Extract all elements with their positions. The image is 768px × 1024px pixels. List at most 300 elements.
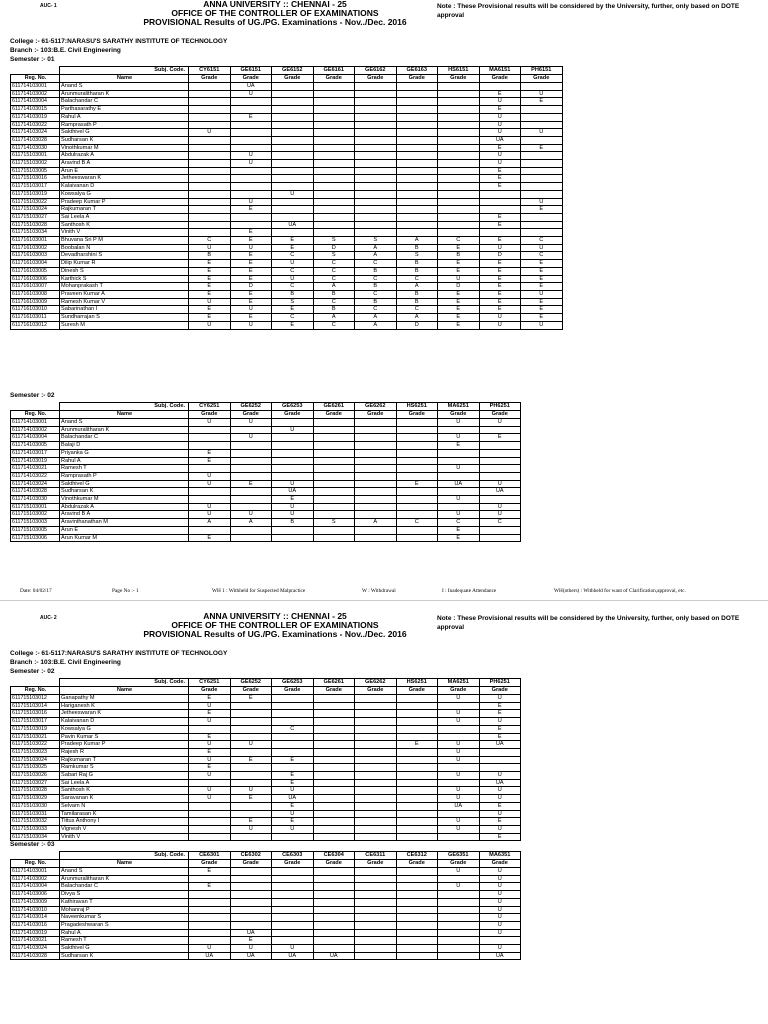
student-name-cell: Arun E <box>60 167 189 175</box>
college-line: College :- 61-5117:NARASU'S SARATHY INSTITUTE OF TECHNOLOGY <box>10 38 228 45</box>
student-name-cell: Pradeep Kumar P <box>60 741 189 749</box>
grade-cell <box>189 221 231 229</box>
grade-cell <box>396 802 438 810</box>
grade-cell <box>189 875 231 883</box>
grade-cell: U <box>438 695 480 703</box>
grade-cell <box>438 175 480 183</box>
grade-cell: UA <box>272 795 314 803</box>
student-name-cell: Kathiravan T <box>60 898 189 906</box>
grade-cell <box>479 496 521 504</box>
grade-cell: U <box>230 306 272 314</box>
grade-cell <box>272 183 314 191</box>
grade-cell <box>230 449 272 457</box>
reg-no-cell: 611715103019 <box>11 725 60 733</box>
grade-cell <box>479 748 521 756</box>
grade-cell: U <box>479 321 521 329</box>
grade-cell <box>396 160 438 168</box>
grade-cell: U <box>189 129 231 137</box>
name-header: Name <box>60 687 189 695</box>
grade-cell: B <box>396 290 438 298</box>
grade-header: Grade <box>189 411 231 419</box>
grade-cell <box>396 98 438 106</box>
grade-cell <box>313 419 355 427</box>
grade-cell: C <box>521 252 563 260</box>
table-row <box>11 748 521 756</box>
grade-header: Grade <box>396 687 438 695</box>
grade-cell <box>313 503 355 511</box>
grade-cell <box>396 710 438 718</box>
grade-cell: E <box>189 267 231 275</box>
grade-cell <box>521 106 563 114</box>
grade-cell <box>438 183 480 191</box>
grade-cell: E <box>189 733 231 741</box>
grade-cell: U <box>479 883 521 891</box>
grade-cell <box>272 534 314 542</box>
grade-cell <box>230 891 272 899</box>
grade-table <box>10 678 521 841</box>
grade-cell <box>272 152 314 160</box>
grade-cell: U <box>479 480 521 488</box>
grade-cell <box>438 213 480 221</box>
grade-cell <box>355 898 397 906</box>
table-row <box>11 260 563 268</box>
grade-cell: E <box>230 290 272 298</box>
grade-cell <box>479 534 521 542</box>
table-row <box>11 121 563 129</box>
subject-code: CY6151 <box>189 67 231 75</box>
grade-cell <box>189 906 231 914</box>
student-name-cell: Vinith V <box>60 833 189 841</box>
grade-cell <box>479 937 521 945</box>
subject-code-label: Subj. Code. <box>60 403 189 411</box>
grade-cell: U <box>479 868 521 876</box>
subject-code: CE6301 <box>189 852 231 860</box>
grade-cell: E <box>479 818 521 826</box>
grade-cell: E <box>189 283 231 291</box>
table-row <box>11 787 521 795</box>
grade-cell <box>355 129 397 137</box>
grade-table <box>10 851 521 960</box>
grade-cell: U <box>479 152 521 160</box>
grade-cell <box>230 526 272 534</box>
grade-header: Grade <box>230 75 272 83</box>
grade-cell: A <box>355 519 397 527</box>
grade-cell <box>230 496 272 504</box>
subject-code: CE6304 <box>313 852 355 860</box>
grade-cell: U <box>438 795 480 803</box>
grade-cell: U <box>230 511 272 519</box>
grade-cell <box>355 496 397 504</box>
grade-cell <box>355 144 397 152</box>
student-name-cell: Ramprasath P <box>60 472 189 480</box>
table-row <box>11 206 563 214</box>
grade-cell: E <box>438 321 480 329</box>
grade-cell: U <box>479 121 521 129</box>
student-name-cell: Suresh M <box>60 321 189 329</box>
table-row <box>11 764 521 772</box>
grade-cell <box>438 457 480 465</box>
grade-cell <box>479 526 521 534</box>
grade-cell <box>230 534 272 542</box>
grade-cell <box>438 129 480 137</box>
subject-code: GE6252 <box>230 679 272 687</box>
grade-cell: U <box>438 756 480 764</box>
reg-no-header: Reg. No. <box>11 75 60 83</box>
grade-cell <box>272 90 314 98</box>
grade-cell: C <box>396 275 438 283</box>
grade-cell <box>396 818 438 826</box>
reg-no-cell: 611714103021 <box>11 465 60 473</box>
grade-cell: U <box>438 465 480 473</box>
grade-cell <box>438 229 480 237</box>
subject-code: CE6311 <box>355 852 397 860</box>
grade-cell <box>230 810 272 818</box>
grade-cell <box>438 98 480 106</box>
grade-cell <box>189 825 231 833</box>
grade-cell <box>313 167 355 175</box>
grade-cell <box>396 198 438 206</box>
grade-cell: UA <box>479 952 521 960</box>
header-university: ANNA UNIVERSITY :: CHENNAI - 25 <box>203 0 347 9</box>
table-row <box>11 136 563 144</box>
grade-cell <box>272 764 314 772</box>
table-row <box>11 741 521 749</box>
grade-cell <box>479 83 521 91</box>
grade-header: Grade <box>438 687 480 695</box>
grade-cell: U <box>230 90 272 98</box>
grade-cell: E <box>479 144 521 152</box>
student-name-cell: Praveen Kumar A <box>60 290 189 298</box>
grade-header: Grade <box>355 860 397 868</box>
subject-code: GE6261 <box>313 403 355 411</box>
grade-cell: U <box>479 795 521 803</box>
grade-header: Grade <box>396 75 438 83</box>
grade-cell <box>313 152 355 160</box>
grade-cell: U <box>438 787 480 795</box>
grade-cell <box>230 906 272 914</box>
grade-cell <box>313 779 355 787</box>
grade-cell: UA <box>230 929 272 937</box>
grade-cell <box>396 795 438 803</box>
reg-no-cell: 611715103016 <box>11 710 60 718</box>
grade-cell <box>313 213 355 221</box>
student-name-cell: Tamilarasan K <box>60 810 189 818</box>
reg-no-cell: 611715103023 <box>11 748 60 756</box>
grade-cell <box>230 702 272 710</box>
subject-code-row <box>11 403 521 411</box>
grade-cell <box>438 779 480 787</box>
subject-code: CY6251 <box>189 403 231 411</box>
grade-cell <box>230 457 272 465</box>
reg-no-cell: 611714103024 <box>11 129 60 137</box>
grade-cell <box>396 465 438 473</box>
reg-no-cell: 611715103022 <box>11 198 60 206</box>
grade-cell <box>230 167 272 175</box>
table-row <box>11 937 521 945</box>
grade-cell <box>313 175 355 183</box>
grade-cell <box>438 937 480 945</box>
grade-cell <box>355 113 397 121</box>
grade-cell: C <box>521 237 563 245</box>
grade-cell <box>272 198 314 206</box>
reg-no-cell: 611715103033 <box>11 825 60 833</box>
grade-cell <box>479 426 521 434</box>
reg-no-cell: 611715103002 <box>11 160 60 168</box>
table-row <box>11 503 521 511</box>
grade-cell <box>230 921 272 929</box>
subject-code-row <box>11 679 521 687</box>
grade-cell: C <box>313 267 355 275</box>
grade-header: Grade <box>355 411 397 419</box>
student-name-cell: Rajesh R <box>60 748 189 756</box>
grade-cell: U <box>230 321 272 329</box>
table-row <box>11 175 563 183</box>
grade-cell: C <box>355 306 397 314</box>
grade-cell <box>355 190 397 198</box>
grade-cell <box>313 198 355 206</box>
grade-cell <box>313 825 355 833</box>
grade-cell <box>355 426 397 434</box>
grade-cell <box>272 833 314 841</box>
reg-no-cell: 611715103029 <box>11 795 60 803</box>
grade-cell: U <box>521 90 563 98</box>
grade-cell: D <box>479 252 521 260</box>
grade-cell: UA <box>479 488 521 496</box>
grade-cell: E <box>521 298 563 306</box>
grade-cell: B <box>396 298 438 306</box>
header-spacer <box>11 403 60 411</box>
grade-cell: E <box>521 98 563 106</box>
table-row <box>11 733 521 741</box>
table-row <box>11 244 563 252</box>
grade-cell <box>189 152 231 160</box>
grade-cell: E <box>189 695 231 703</box>
grade-cell: A <box>396 283 438 291</box>
grade-cell <box>396 810 438 818</box>
subject-code: MA6251 <box>438 679 480 687</box>
student-name-cell: Divya S <box>60 891 189 899</box>
grade-cell <box>313 929 355 937</box>
grade-cell: C <box>355 275 397 283</box>
grade-cell: E <box>479 90 521 98</box>
grade-cell <box>479 190 521 198</box>
student-name-cell: Ramesh Kumar V <box>60 298 189 306</box>
grade-cell <box>438 833 480 841</box>
grade-cell: E <box>479 213 521 221</box>
grade-cell: B <box>396 267 438 275</box>
subject-code: GE6151 <box>230 67 272 75</box>
grade-cell: A <box>355 321 397 329</box>
grade-cell <box>396 152 438 160</box>
name-header: Name <box>60 75 189 83</box>
grade-cell <box>355 906 397 914</box>
grade-cell <box>272 136 314 144</box>
student-name-cell: Vinothkumar M <box>60 144 189 152</box>
column-header-row <box>11 75 563 83</box>
grade-cell <box>355 733 397 741</box>
grade-cell: U <box>272 503 314 511</box>
grade-header: Grade <box>272 75 314 83</box>
grade-cell <box>230 764 272 772</box>
grade-cell <box>396 511 438 519</box>
grade-cell <box>189 206 231 214</box>
reg-no-cell: 611714103001 <box>11 83 60 91</box>
grade-cell <box>355 480 397 488</box>
grade-cell: E <box>189 290 231 298</box>
grade-cell: E <box>230 113 272 121</box>
grade-cell <box>355 952 397 960</box>
grade-cell: E <box>189 748 231 756</box>
grade-cell: E <box>479 183 521 191</box>
table-row <box>11 695 521 703</box>
grade-cell: U <box>230 160 272 168</box>
reg-no-cell: 611715103027 <box>11 213 60 221</box>
grade-cell: B <box>272 290 314 298</box>
subject-code: CY6251 <box>189 679 231 687</box>
header-office: OFFICE OF THE CONTROLLER OF EXAMINATIONS <box>171 8 379 18</box>
reg-no-cell: 611714103030 <box>11 144 60 152</box>
grade-cell <box>355 198 397 206</box>
student-name-cell: Rahul A <box>60 929 189 937</box>
grade-cell <box>189 921 231 929</box>
subject-code: CE6312 <box>396 852 438 860</box>
student-name-cell: Rajkumaran T <box>60 206 189 214</box>
grade-cell <box>313 795 355 803</box>
grade-cell <box>313 748 355 756</box>
grade-cell <box>313 891 355 899</box>
grade-cell: E <box>479 221 521 229</box>
grade-cell <box>521 121 563 129</box>
grade-cell <box>189 83 231 91</box>
grade-cell: U <box>189 298 231 306</box>
grade-cell <box>396 534 438 542</box>
branch-line: Branch :- 103:B.E. Civil Engineering <box>10 47 121 54</box>
grade-cell <box>272 113 314 121</box>
grade-cell: UA <box>438 802 480 810</box>
table-row <box>11 465 521 473</box>
grade-cell <box>355 98 397 106</box>
grade-cell <box>355 442 397 450</box>
grade-cell: E <box>189 868 231 876</box>
table-row <box>11 772 521 780</box>
grade-cell: E <box>479 710 521 718</box>
grade-cell <box>189 725 231 733</box>
grade-cell: E <box>230 237 272 245</box>
reg-no-cell: 611714103016 <box>11 921 60 929</box>
grade-cell <box>355 136 397 144</box>
grade-cell: U <box>272 275 314 283</box>
table-row <box>11 419 521 427</box>
grade-cell <box>230 426 272 434</box>
grade-cell <box>313 818 355 826</box>
grade-cell <box>355 883 397 891</box>
student-name-cell: Saravanan K <box>60 795 189 803</box>
student-name-cell: Anand S <box>60 83 189 91</box>
student-name-cell: Aravinthanathan M <box>60 519 189 527</box>
subject-code: GE6262 <box>355 403 397 411</box>
grade-cell: C <box>272 252 314 260</box>
student-name-cell: Kalaivanan D <box>60 183 189 191</box>
grade-cell: U <box>521 290 563 298</box>
grade-cell: E <box>438 260 480 268</box>
grade-cell: U <box>438 868 480 876</box>
grade-cell <box>230 898 272 906</box>
reg-no-cell: 611716103008 <box>11 290 60 298</box>
reg-no-cell: 611715103017 <box>11 718 60 726</box>
grade-cell <box>396 426 438 434</box>
grade-cell: U <box>189 945 231 953</box>
header-results: PROVISIONAL Results of UG./PG. Examinations - Nov../Dec. 2016 <box>143 629 407 639</box>
grade-cell <box>355 695 397 703</box>
grade-cell <box>396 190 438 198</box>
grade-cell <box>313 526 355 534</box>
grade-cell: S <box>313 252 355 260</box>
student-name-cell: Vignesh V <box>60 825 189 833</box>
grade-cell: E <box>189 457 231 465</box>
provisional-note: Note : These Provisional results will be considered by the University, further, only based on DOTE approval <box>437 615 740 631</box>
grade-cell <box>396 121 438 129</box>
subject-code: MA6151 <box>479 67 521 75</box>
subject-code-row <box>11 67 563 75</box>
subject-code: GE6253 <box>272 679 314 687</box>
grade-cell: U <box>272 426 314 434</box>
grade-cell <box>313 906 355 914</box>
grade-cell <box>230 833 272 841</box>
grade-cell <box>438 426 480 434</box>
grade-cell <box>438 167 480 175</box>
grade-cell: C <box>313 275 355 283</box>
grade-cell: E <box>438 442 480 450</box>
grade-cell <box>189 929 231 937</box>
grade-cell: E <box>479 802 521 810</box>
grade-cell: U <box>479 825 521 833</box>
grade-header: Grade <box>521 75 563 83</box>
grade-cell: A <box>396 237 438 245</box>
student-name-cell: Priyanka G <box>60 449 189 457</box>
reg-no-cell: 611714103001 <box>11 419 60 427</box>
grade-cell <box>230 98 272 106</box>
grade-header: Grade <box>479 411 521 419</box>
grade-cell: U <box>189 741 231 749</box>
grade-cell <box>438 921 480 929</box>
grade-cell <box>396 921 438 929</box>
grade-cell <box>272 129 314 137</box>
page-divider <box>0 600 768 601</box>
grade-cell <box>313 496 355 504</box>
grade-cell <box>272 875 314 883</box>
grade-cell <box>355 419 397 427</box>
reg-no-cell: 611714103019 <box>11 929 60 937</box>
grade-cell <box>355 772 397 780</box>
grade-cell <box>521 136 563 144</box>
grade-cell: U <box>479 875 521 883</box>
grade-cell <box>313 810 355 818</box>
table-row <box>11 825 521 833</box>
reg-no-cell: 611715103034 <box>11 229 60 237</box>
grade-cell: D <box>396 321 438 329</box>
student-name-cell: Pavin Kumar S <box>60 733 189 741</box>
grade-cell: U <box>521 129 563 137</box>
grade-cell <box>272 702 314 710</box>
grade-cell <box>396 833 438 841</box>
table-row <box>11 229 563 237</box>
grade-cell <box>189 810 231 818</box>
grade-cell <box>355 206 397 214</box>
grade-cell <box>355 748 397 756</box>
header-office: OFFICE OF THE CONTROLLER OF EXAMINATIONS <box>171 620 379 630</box>
table-row <box>11 891 521 899</box>
grade-cell: U <box>521 244 563 252</box>
